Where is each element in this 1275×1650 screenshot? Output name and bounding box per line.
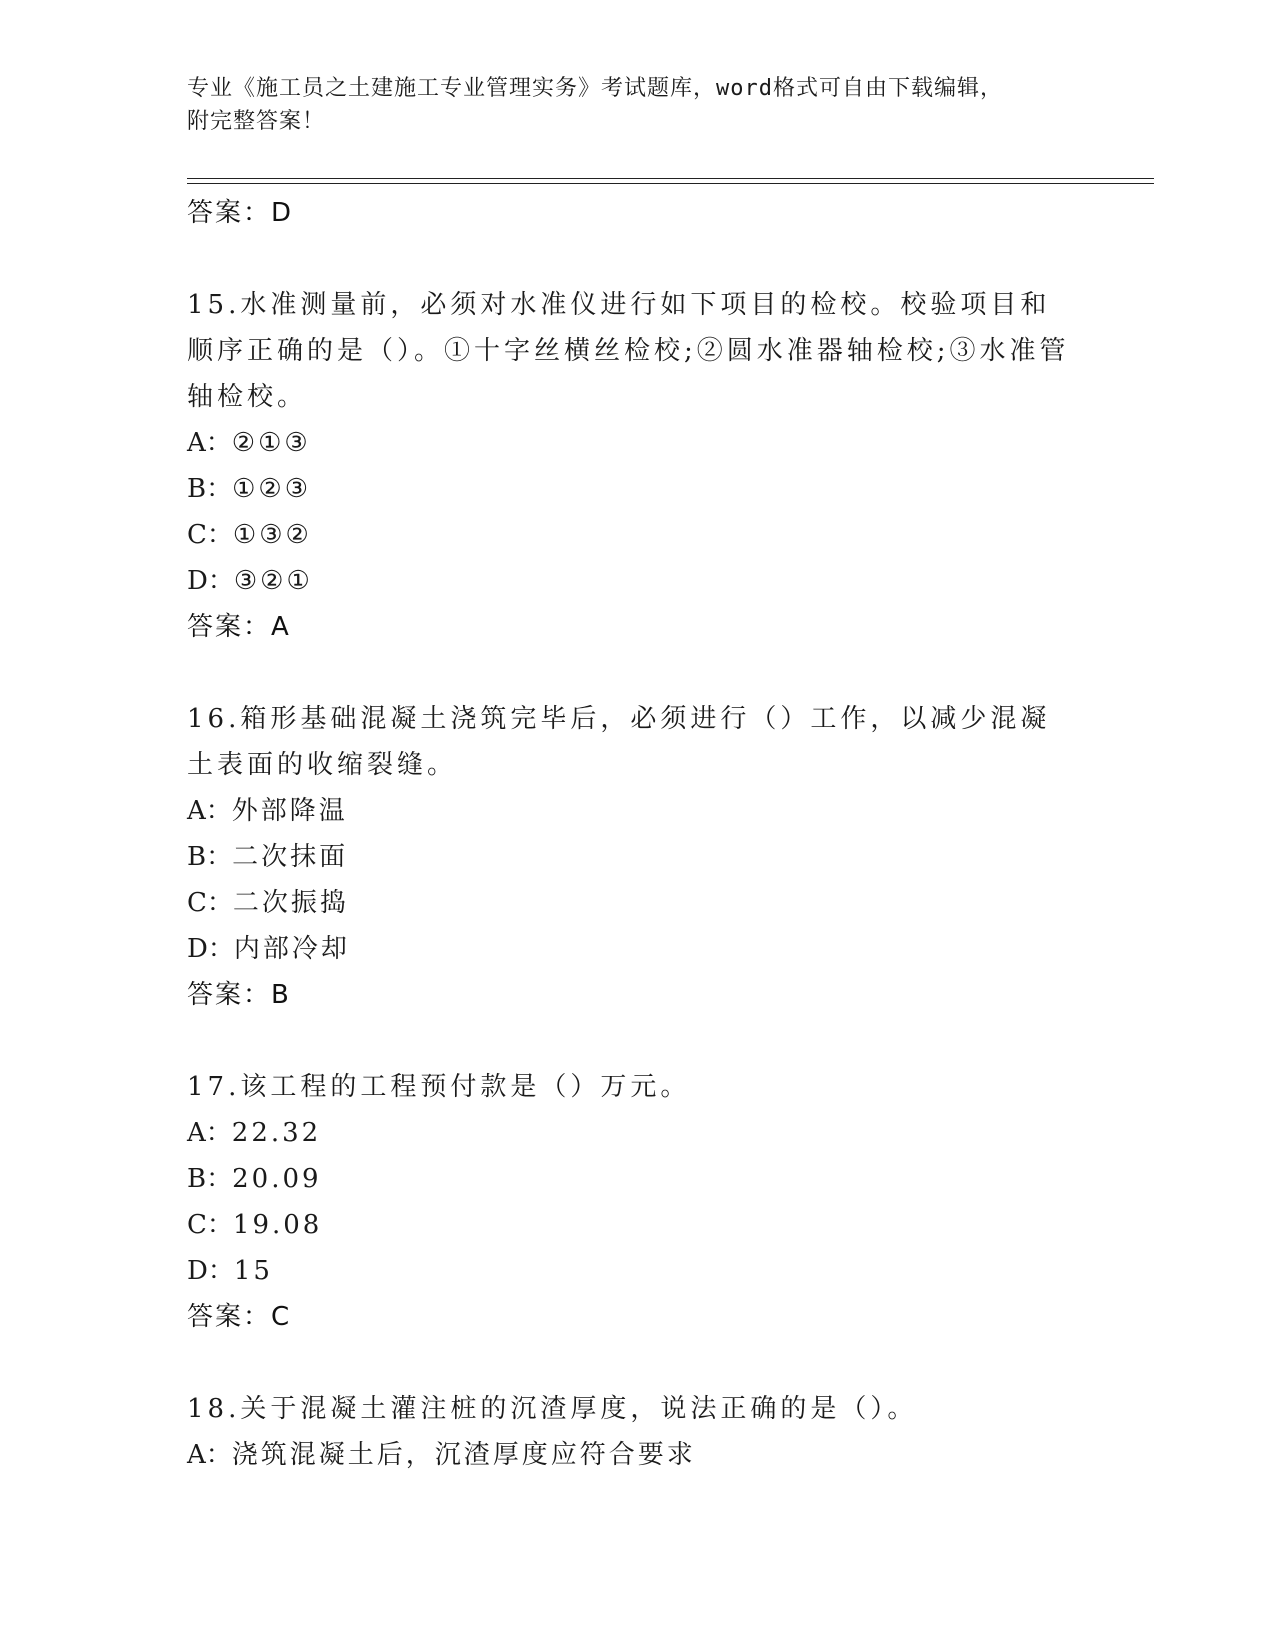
- question-text: 16.箱形基础混凝土浇筑完毕后，必须进行（）工作，以减少混凝土表面的收缩裂缝。: [187, 704, 1051, 780]
- answer-label: 答案：: [187, 980, 272, 1010]
- header-line-2: 附完整答案！: [187, 109, 326, 134]
- option-c: [187, 880, 1087, 926]
- header-line-1: 专业《施工员之土建施工专业管理实务》考试题库，word格式可自由下载编辑，: [187, 76, 1003, 101]
- answer-label: 答案：: [187, 1302, 272, 1332]
- option-text: 二次振捣: [232, 888, 349, 918]
- question-17: [187, 1064, 1087, 1340]
- option-d: [187, 926, 1087, 972]
- option-key: D：: [187, 566, 234, 596]
- option-key: A：: [187, 1118, 232, 1148]
- option-d: [187, 558, 1087, 604]
- header-divider-top: [187, 178, 1154, 179]
- option-key: A：: [187, 796, 232, 826]
- option-key: B：: [187, 1164, 233, 1194]
- option-key: A：: [187, 1440, 232, 1470]
- option-d: [187, 1248, 1087, 1294]
- option-text: ①③②: [232, 520, 312, 550]
- option-key: B：: [187, 842, 233, 872]
- answer-value: D: [271, 198, 292, 228]
- option-b: [187, 1156, 1087, 1202]
- answer: [187, 604, 1087, 650]
- option-text: 20.09: [232, 1164, 322, 1194]
- question-16: [187, 696, 1087, 1018]
- option-b: [187, 834, 1087, 880]
- option-text: 19.08: [232, 1210, 323, 1240]
- option-text: 外部降温: [231, 796, 348, 826]
- question-18: [187, 1386, 1087, 1478]
- option-text: 15: [233, 1256, 273, 1286]
- answer-value: C: [271, 1302, 290, 1332]
- question-15: [187, 282, 1087, 650]
- answer-value: B: [271, 980, 289, 1010]
- option-b: [187, 466, 1087, 512]
- option-key: C：: [187, 520, 233, 550]
- option-text: 二次抹面: [232, 842, 349, 872]
- option-a: [187, 788, 1087, 834]
- answer-value: A: [271, 612, 289, 642]
- answer-label: 答案：: [187, 198, 272, 228]
- answer-label: 答案：: [187, 612, 272, 642]
- option-text: 浇筑混凝土后，沉渣厚度应符合要求: [231, 1440, 696, 1470]
- option-key: D：: [187, 1256, 234, 1286]
- question-text: 15.水准测量前，必须对水准仪进行如下项目的检校。校验项目和顺序正确的是（）。①十字丝横丝检校;②圆水准器轴检校;③水准管轴检校。: [187, 290, 1070, 412]
- option-text: 22.32: [231, 1118, 322, 1148]
- option-c: [187, 1202, 1087, 1248]
- question-list: [187, 190, 1087, 1478]
- option-key: C：: [187, 1210, 233, 1240]
- option-a: [187, 1432, 1087, 1478]
- answer: [187, 972, 1087, 1018]
- option-a: [187, 420, 1087, 466]
- question-text: 17.该工程的工程预付款是（）万元。: [187, 1072, 691, 1102]
- option-text: ③②①: [233, 566, 313, 596]
- option-key: C：: [187, 888, 233, 918]
- answer: [187, 1294, 1087, 1340]
- option-text: ②①③: [231, 428, 311, 458]
- option-key: A：: [187, 428, 232, 458]
- header-divider-bottom: [187, 183, 1154, 184]
- option-key: D：: [187, 934, 234, 964]
- question-text: 18.关于混凝土灌注桩的沉渣厚度，说法正确的是（）。: [187, 1394, 918, 1424]
- previous-answer: [187, 190, 1087, 236]
- option-text: ①②③: [232, 474, 312, 504]
- option-a: [187, 1110, 1087, 1156]
- option-key: B：: [187, 474, 233, 504]
- document-header: [187, 72, 1067, 138]
- option-c: [187, 512, 1087, 558]
- option-text: 内部冷却: [233, 934, 350, 964]
